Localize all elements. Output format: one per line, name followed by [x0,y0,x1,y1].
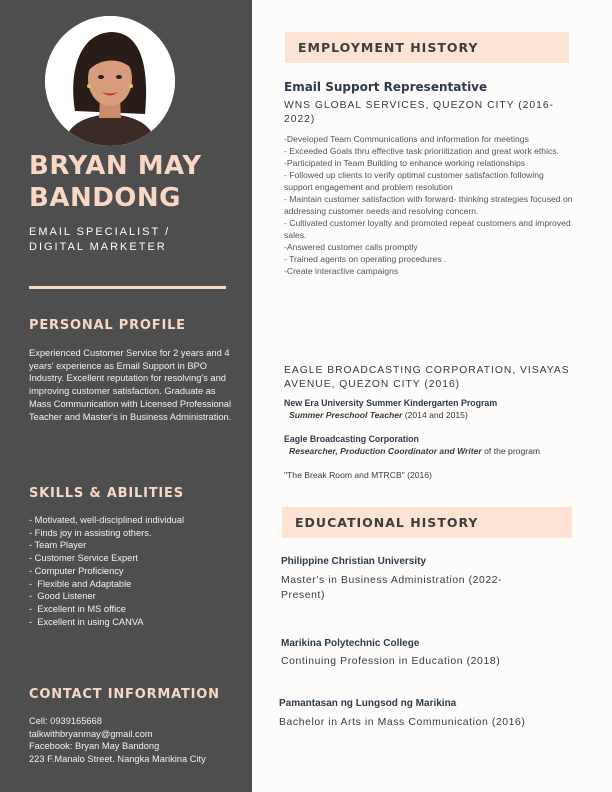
contact-facebook: Facebook: Bryan May Bandong [29,741,160,752]
list-item: - Excellent in using CANVA [29,616,144,627]
employment-heading: EMPLOYMENT HISTORY [298,40,479,55]
sidebar [0,0,252,792]
job-role [29,225,244,255]
name-line-2: BANDONG [29,183,181,213]
contact-info [29,715,234,766]
list-item: - Followed up clients to verify optimal customer satisfaction following support engagement and problem resolution [284,170,544,192]
personal-profile-text: Experienced Customer Service for 2 years and 4 years' experience as Email Support in BPO Industry. Excellent reputation for resolving's and improving customer satisfaction. Graduate as Mass Communication with Licensed Professional Teacher and Master's in Business Administration. [29,348,232,422]
job1-title: Email Support Representative [284,80,488,94]
job2-sub1-role: Summer Preschool Teacher [289,410,403,420]
job2-sub2-role: Researcher, Production Coordinator and Writer [289,446,482,456]
list-item: - Flexible and Adaptable [29,578,132,589]
list-item: - Finds joy in assisting others. [29,527,152,538]
school-2: Marikina Polytechnic College [281,638,420,649]
list-item: - Team Player [29,540,87,551]
job2-sub2-program: "The Break Room and MTRCB" (2016) [284,470,432,480]
school-3: Pamantasan ng Lungsod ng Marikina [279,698,457,709]
school-1: Philippine Christian University [281,556,427,567]
job1-duties [284,133,574,277]
contact-address: 223 F.Manalo Street. Nangka Marikina City [29,754,206,765]
list-item: - Computer Proficiency [29,565,124,576]
list-item: - Maintain customer satisfaction with forward- thinking strategies focused on addressing customer needs and resolving concern. [284,194,573,216]
job2-sub1-org: New Era University Summer Kindergarten Program [284,398,498,408]
profile-portrait-illustration [45,16,175,146]
divider [29,286,226,289]
degree-1: Master's in Business Administration (2022-Present) [281,575,503,601]
main-content [252,0,612,792]
contact-cell: Cell: 0939165668 [29,716,102,726]
list-item: -Participated in Team Building to enhance working relationships [284,158,526,168]
role-line-2: DIGITAL MARKETER [29,241,167,253]
degree-2: Continuing Profession in Education (2018) [281,656,501,667]
skills-heading: SKILLS & ABILITIES [29,486,184,501]
list-item: - Excellent in MS office [29,603,126,614]
job2-sub2-rest: of the program [481,446,541,456]
contact-heading: CONTACT INFORMATION [29,687,220,702]
employment-banner [285,32,569,63]
list-item: -Answered customer calls promptly [284,242,418,252]
skills-list [29,514,244,628]
list-item: - Exceeded Goals thru effective task prioriitization and great work ethics. [284,146,559,156]
education-banner [282,507,572,538]
job2-company: EAGLE BROADCASTING CORPORATION, VISAYAS AVENUE, QUEZON CITY (2016) [284,365,570,390]
name-line-1: BRYAN MAY [29,151,202,181]
job2-sub2-org: Eagle Broadcasting Corporation [284,434,419,444]
list-item: -Create interactive campaigns [284,266,399,276]
role-line-1: EMAIL SPECIALIST / [29,226,171,238]
list-item: -Developed Team Communications and information for meetings [284,134,529,144]
profile-photo [45,16,175,146]
contact-email: talkwithbryanmay@gmail.com [29,728,153,739]
personal-profile-heading: PERSONAL PROFILE [29,318,186,333]
education-heading: EDUCATIONAL HISTORY [295,515,479,530]
job2-sub1-years: (2014 and 2015) [402,410,468,420]
job2-sub1-line [284,409,574,421]
list-item: - Motivated, well-disciplined individual [29,515,185,525]
list-item: - Cultivated customer loyalty and promoted repeat customers and improved sales. [284,218,571,240]
job2-sub2-line [284,445,574,457]
list-item: - Trained agents on operating procedures . [284,254,447,264]
degree-3: Bachelor in Arts in Mass Communication (2016) [279,717,526,728]
list-item: - Customer Service Expert [29,553,139,564]
candidate-name [29,150,244,214]
job1-company: WNS GLOBAL SERVICES, QUEZON CITY (2016-2022) [284,100,554,125]
list-item: - Good Listener [29,591,96,602]
